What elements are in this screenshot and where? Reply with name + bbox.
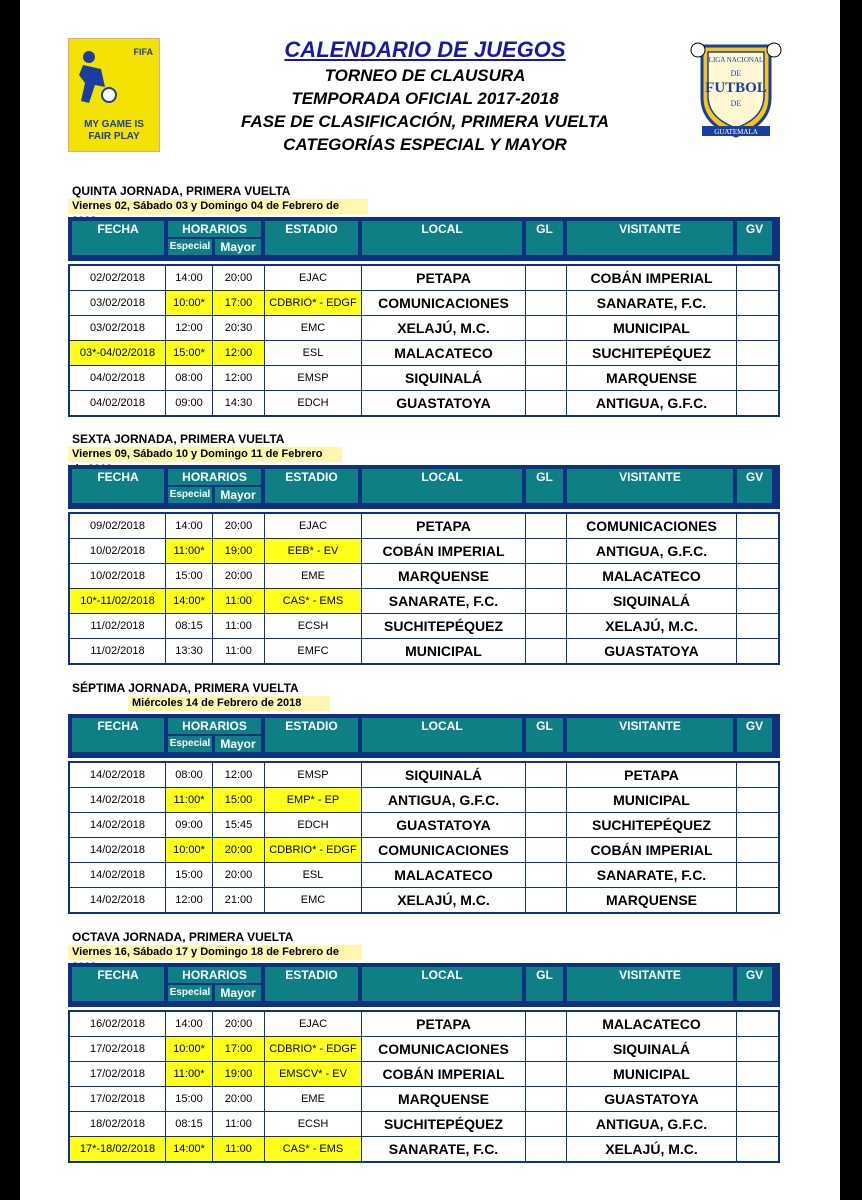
cell-estadio: EDCH [265, 813, 362, 837]
cell-mayor: 20:00 [213, 564, 265, 588]
table-row [70, 1062, 778, 1087]
cell-fecha: 11/02/2018 [70, 639, 166, 663]
cell-gv [737, 1112, 776, 1136]
jornada-title: QUINTA JORNADA, PRIMERA VUELTA [72, 184, 291, 198]
cell-visitante: XELAJÚ, M.C. [567, 1137, 737, 1161]
cell-estadio: CDBRIO* - EDGF [265, 1037, 362, 1061]
cell-visitante: SUCHITEPÉQUEZ [567, 341, 737, 365]
column-header-mayor: Mayor [215, 239, 261, 255]
cell-mayor: 20:00 [213, 838, 265, 862]
cell-visitante: ANTIGUA, G.F.C. [567, 1112, 737, 1136]
column-header-fecha: FECHA [72, 967, 164, 1001]
cell-especial: 14:00* [166, 589, 213, 613]
fair-play-slogan [69, 119, 159, 143]
cell-gl [526, 1062, 567, 1086]
cell-mayor: 20:30 [213, 316, 265, 340]
cell-gv [737, 316, 776, 340]
table-row [70, 788, 778, 813]
cell-gl [526, 366, 567, 390]
table-row [70, 564, 778, 589]
column-header-gl: GL [526, 967, 563, 1001]
cell-gl [526, 589, 567, 613]
cell-local: MARQUENSE [362, 1087, 526, 1111]
cell-mayor: 20:00 [213, 1012, 265, 1036]
cell-estadio: CAS* - EMS [265, 1137, 362, 1161]
cell-local: GUASTATOYA [362, 391, 526, 415]
cell-gv [737, 391, 776, 415]
column-header-gv: GV [737, 967, 772, 1001]
cell-gl [526, 1012, 567, 1036]
cell-estadio: EEB* - EV [265, 539, 362, 563]
liga-nacional-shield-logo [688, 40, 784, 140]
cell-fecha: 17/02/2018 [70, 1087, 166, 1111]
cell-fecha: 16/02/2018 [70, 1012, 166, 1036]
cell-visitante: MARQUENSE [567, 366, 737, 390]
cell-estadio: CDBRIO* - EDGF [265, 838, 362, 862]
cell-mayor: 11:00 [213, 589, 265, 613]
cell-gv [737, 1062, 776, 1086]
cell-estadio: CDBRIO* - EDGF [265, 291, 362, 315]
column-header-mayor: Mayor [215, 736, 261, 752]
cell-local: MARQUENSE [362, 564, 526, 588]
cell-especial: 09:00 [166, 813, 213, 837]
cell-fecha: 10*-11/02/2018 [70, 589, 166, 613]
table-row [70, 539, 778, 564]
cell-mayor: 17:00 [213, 291, 265, 315]
table-row [70, 316, 778, 341]
cell-local: PETAPA [362, 514, 526, 538]
table-row [70, 1137, 778, 1161]
shield-de-2: DE [730, 99, 742, 108]
cell-estadio: EDCH [265, 391, 362, 415]
cell-fecha: 02/02/2018 [70, 266, 166, 290]
cell-fecha: 14/02/2018 [70, 813, 166, 837]
cell-estadio: EMC [265, 888, 362, 912]
cell-especial: 08:00 [166, 763, 213, 787]
cell-visitante: MUNICIPAL [567, 316, 737, 340]
table-row [70, 863, 778, 888]
cell-estadio: EME [265, 564, 362, 588]
table-row [70, 1012, 778, 1037]
cell-fecha: 03/02/2018 [70, 291, 166, 315]
column-header-visitante: VISITANTE [567, 967, 733, 1001]
cell-mayor: 20:00 [213, 514, 265, 538]
table-row [70, 888, 778, 912]
column-header-especial: Especial [168, 985, 212, 1001]
cell-fecha: 11/02/2018 [70, 614, 166, 638]
column-header-mayor: Mayor [215, 487, 261, 503]
cell-gv [737, 863, 776, 887]
cell-local: MALACATECO [362, 863, 526, 887]
cell-gv [737, 514, 776, 538]
cell-visitante: SANARATE, F.C. [567, 291, 737, 315]
slogan-line-1: MY GAME IS [84, 119, 144, 130]
cell-local: PETAPA [362, 1012, 526, 1036]
cell-local: XELAJÚ, M.C. [362, 316, 526, 340]
cell-gv [737, 614, 776, 638]
cell-gv [737, 539, 776, 563]
cell-especial: 15:00* [166, 341, 213, 365]
categories-name: CATEGORÍAS ESPECIAL Y MAYOR [283, 135, 567, 154]
cell-visitante: MUNICIPAL [567, 788, 737, 812]
jornada-title: OCTAVA JORNADA, PRIMERA VUELTA [72, 930, 294, 944]
cell-mayor: 11:00 [213, 639, 265, 663]
match-rows [68, 264, 780, 417]
cell-especial: 09:00 [166, 391, 213, 415]
cell-mayor: 12:00 [213, 366, 265, 390]
cell-gl [526, 1112, 567, 1136]
match-rows [68, 761, 780, 914]
cell-mayor: 14:30 [213, 391, 265, 415]
cell-estadio: EMP* - EP [265, 788, 362, 812]
table-header [68, 714, 780, 758]
cell-especial: 14:00 [166, 514, 213, 538]
cell-gv [737, 341, 776, 365]
table-row [70, 514, 778, 539]
cell-especial: 14:00 [166, 1012, 213, 1036]
cell-especial: 14:00 [166, 266, 213, 290]
cell-mayor: 12:00 [213, 341, 265, 365]
season-name: TEMPORADA OFICIAL 2017-2018 [291, 89, 559, 108]
cell-local: MALACATECO [362, 341, 526, 365]
cell-mayor: 20:00 [213, 1087, 265, 1111]
cell-fecha: 14/02/2018 [70, 763, 166, 787]
cell-especial: 12:00 [166, 888, 213, 912]
cell-fecha: 03/02/2018 [70, 316, 166, 340]
cell-mayor: 20:00 [213, 863, 265, 887]
cell-especial: 10:00* [166, 291, 213, 315]
player-figure-icon [75, 47, 119, 107]
jornada-dates: Viernes 09, Sábado 10 y Domingo 11 de Febrero [68, 447, 342, 462]
cell-gl [526, 564, 567, 588]
cell-estadio: EMC [265, 316, 362, 340]
column-header-especial: Especial [168, 736, 212, 752]
cell-gl [526, 341, 567, 365]
cell-fecha: 14/02/2018 [70, 838, 166, 862]
cell-gv [737, 564, 776, 588]
column-header-gv: GV [737, 221, 772, 255]
column-header-local: LOCAL [362, 469, 522, 503]
cell-fecha: 09/02/2018 [70, 514, 166, 538]
cell-visitante: SUCHITEPÉQUEZ [567, 813, 737, 837]
column-header-gl: GL [526, 718, 563, 752]
cell-especial: 15:00 [166, 1087, 213, 1111]
cell-fecha: 10/02/2018 [70, 564, 166, 588]
cell-mayor: 11:00 [213, 614, 265, 638]
cell-especial: 08:00 [166, 366, 213, 390]
column-header-local: LOCAL [362, 967, 522, 1001]
cell-mayor: 21:00 [213, 888, 265, 912]
cell-gl [526, 1087, 567, 1111]
cell-visitante: PETAPA [567, 763, 737, 787]
cell-fecha: 17/02/2018 [70, 1062, 166, 1086]
cell-estadio: ECSH [265, 1112, 362, 1136]
cell-estadio: EJAC [265, 266, 362, 290]
table-row [70, 1112, 778, 1137]
table-row [70, 391, 778, 415]
cell-mayor: 15:45 [213, 813, 265, 837]
cell-visitante: ANTIGUA, G.F.C. [567, 391, 737, 415]
cell-visitante: XELAJÚ, M.C. [567, 614, 737, 638]
fifa-fair-play-logo [68, 38, 160, 152]
cell-local: SANARATE, F.C. [362, 589, 526, 613]
column-header-estadio: ESTADIO [265, 718, 358, 752]
cell-visitante: MALACATECO [567, 564, 737, 588]
cell-estadio: EJAC [265, 1012, 362, 1036]
shield-futbol: FUTBOL [705, 80, 767, 96]
column-header-estadio: ESTADIO [265, 469, 358, 503]
cell-local: COMUNICACIONES [362, 838, 526, 862]
column-header-local: LOCAL [362, 221, 522, 255]
cell-gl [526, 763, 567, 787]
cell-local: COBÁN IMPERIAL [362, 539, 526, 563]
column-header-horarios: HORARIOS [168, 718, 261, 734]
column-header-estadio: ESTADIO [265, 967, 358, 1001]
table-row [70, 366, 778, 391]
cell-gl [526, 539, 567, 563]
cell-especial: 08:15 [166, 1112, 213, 1136]
cell-local: PETAPA [362, 266, 526, 290]
column-header-horarios: HORARIOS [168, 221, 261, 237]
fifa-label: FIFA [133, 47, 153, 57]
cell-visitante: MALACATECO [567, 1012, 737, 1036]
column-header-gl: GL [526, 469, 563, 503]
column-header-gv: GV [737, 469, 772, 503]
cell-especial: 08:15 [166, 614, 213, 638]
table-row [70, 1037, 778, 1062]
cell-especial: 10:00* [166, 838, 213, 862]
cell-visitante: ANTIGUA, G.F.C. [567, 539, 737, 563]
cell-gl [526, 266, 567, 290]
table-row [70, 589, 778, 614]
cell-gv [737, 1087, 776, 1111]
cell-gv [737, 763, 776, 787]
cell-estadio: ESL [265, 341, 362, 365]
cell-gv [737, 888, 776, 912]
cell-local: SUCHITEPÉQUEZ [362, 614, 526, 638]
column-header-fecha: FECHA [72, 221, 164, 255]
jornada-dates: Viernes 02, Sábado 03 y Domingo 04 de Febrero de [68, 199, 368, 214]
cell-especial: 13:30 [166, 639, 213, 663]
cell-estadio: EMSCV* - EV [265, 1062, 362, 1086]
column-header-estadio: ESTADIO [265, 221, 358, 255]
cell-local: SIQUINALÁ [362, 366, 526, 390]
cell-estadio: EMFC [265, 639, 362, 663]
table-row [70, 1087, 778, 1112]
cell-especial: 15:00 [166, 564, 213, 588]
cell-especial: 11:00* [166, 1062, 213, 1086]
cell-gl [526, 788, 567, 812]
cell-especial: 14:00* [166, 1137, 213, 1161]
cell-visitante: MARQUENSE [567, 888, 737, 912]
cell-gl [526, 1137, 567, 1161]
cell-gv [737, 366, 776, 390]
document-header [170, 36, 680, 156]
shield-top-text: LIGA NACIONAL [708, 56, 764, 64]
column-header-horarios: HORARIOS [168, 967, 261, 983]
cell-fecha: 14/02/2018 [70, 863, 166, 887]
cell-estadio: EME [265, 1087, 362, 1111]
cell-local: MUNICIPAL [362, 639, 526, 663]
cell-mayor: 11:00 [213, 1137, 265, 1161]
cell-local: GUASTATOYA [362, 813, 526, 837]
cell-gl [526, 888, 567, 912]
cell-especial: 15:00 [166, 863, 213, 887]
cell-visitante: SANARATE, F.C. [567, 863, 737, 887]
cell-mayor: 19:00 [213, 539, 265, 563]
cell-gv [737, 1012, 776, 1036]
document-page [20, 0, 840, 1200]
cell-mayor: 15:00 [213, 788, 265, 812]
cell-estadio: EJAC [265, 514, 362, 538]
column-header-especial: Especial [168, 239, 212, 255]
slogan-line-2: FAIR PLAY [88, 131, 140, 142]
cell-visitante: COBÁN IMPERIAL [567, 266, 737, 290]
column-header-visitante: VISITANTE [567, 469, 733, 503]
cell-gv [737, 266, 776, 290]
cell-visitante: SIQUINALÁ [567, 1037, 737, 1061]
jornada-dates: Viernes 16, Sábado 17 y Domingo 18 de Febrero de [68, 945, 362, 960]
cell-gv [737, 788, 776, 812]
cell-local: SIQUINALÁ [362, 763, 526, 787]
cell-visitante: GUASTATOYA [567, 639, 737, 663]
cell-gv [737, 1037, 776, 1061]
cell-especial: 11:00* [166, 788, 213, 812]
column-header-local: LOCAL [362, 718, 522, 752]
column-header-horarios: HORARIOS [168, 469, 261, 485]
cell-local: XELAJÚ, M.C. [362, 888, 526, 912]
table-row [70, 763, 778, 788]
cell-fecha: 17/02/2018 [70, 1037, 166, 1061]
cell-gl [526, 838, 567, 862]
cell-gl [526, 391, 567, 415]
cell-gl [526, 639, 567, 663]
column-header-visitante: VISITANTE [567, 221, 733, 255]
cell-mayor: 12:00 [213, 763, 265, 787]
table-row [70, 291, 778, 316]
cell-local: SUCHITEPÉQUEZ [362, 1112, 526, 1136]
cell-gv [737, 838, 776, 862]
table-row [70, 266, 778, 291]
cell-gl [526, 291, 567, 315]
cell-visitante: SIQUINALÁ [567, 589, 737, 613]
cell-local: COMUNICACIONES [362, 1037, 526, 1061]
match-rows [68, 1010, 780, 1163]
table-header [68, 465, 780, 509]
cell-gl [526, 1037, 567, 1061]
cell-gv [737, 1137, 776, 1161]
cell-mayor: 19:00 [213, 1062, 265, 1086]
cell-visitante: COMUNICACIONES [567, 514, 737, 538]
table-header [68, 963, 780, 1007]
cell-fecha: 04/02/2018 [70, 391, 166, 415]
jornada-dates: Miércoles 14 de Febrero de 2018 [128, 696, 330, 711]
jornada-title: SÉPTIMA JORNADA, PRIMERA VUELTA [72, 681, 299, 695]
cell-especial: 10:00* [166, 1037, 213, 1061]
table-row [70, 341, 778, 366]
cell-local: SANARATE, F.C. [362, 1137, 526, 1161]
tournament-name: TORNEO DE CLAUSURA [324, 66, 526, 85]
cell-fecha: 14/02/2018 [70, 788, 166, 812]
table-row [70, 614, 778, 639]
cell-fecha: 03*-04/02/2018 [70, 341, 166, 365]
cell-estadio: CAS* - EMS [265, 589, 362, 613]
cell-visitante: COBÁN IMPERIAL [567, 838, 737, 862]
cell-mayor: 11:00 [213, 1112, 265, 1136]
cell-visitante: GUASTATOYA [567, 1087, 737, 1111]
cell-estadio: ECSH [265, 614, 362, 638]
cell-fecha: 17*-18/02/2018 [70, 1137, 166, 1161]
table-row [70, 639, 778, 663]
cell-especial: 12:00 [166, 316, 213, 340]
cell-gv [737, 813, 776, 837]
cell-fecha: 10/02/2018 [70, 539, 166, 563]
column-header-mayor: Mayor [215, 985, 261, 1001]
cell-fecha: 18/02/2018 [70, 1112, 166, 1136]
match-rows [68, 512, 780, 665]
column-header-visitante: VISITANTE [567, 718, 733, 752]
cell-gl [526, 614, 567, 638]
phase-name: FASE DE CLASIFICACIÓN, PRIMERA VUELTA [240, 112, 610, 131]
column-header-gv: GV [737, 718, 772, 752]
cell-gv [737, 589, 776, 613]
cell-gv [737, 291, 776, 315]
cell-local: ANTIGUA, G.F.C. [362, 788, 526, 812]
cell-gl [526, 514, 567, 538]
table-header [68, 217, 780, 261]
cell-gl [526, 316, 567, 340]
cell-estadio: EMSP [265, 366, 362, 390]
cell-mayor: 17:00 [213, 1037, 265, 1061]
shield-bottom-text: GUATEMALA [714, 128, 758, 136]
column-header-especial: Especial [168, 487, 212, 503]
jornada-title: SEXTA JORNADA, PRIMERA VUELTA [72, 432, 285, 446]
cell-gv [737, 639, 776, 663]
cell-fecha: 04/02/2018 [70, 366, 166, 390]
column-header-gl: GL [526, 221, 563, 255]
cell-estadio: EMSP [265, 763, 362, 787]
shield-de-1: DE [730, 69, 742, 78]
cell-fecha: 14/02/2018 [70, 888, 166, 912]
cell-local: COMUNICACIONES [362, 291, 526, 315]
cell-mayor: 20:00 [213, 266, 265, 290]
cell-estadio: ESL [265, 863, 362, 887]
column-header-fecha: FECHA [72, 718, 164, 752]
cell-gl [526, 863, 567, 887]
cell-gl [526, 813, 567, 837]
cell-especial: 11:00* [166, 539, 213, 563]
page-title: CALENDARIO DE JUEGOS [284, 37, 566, 62]
table-row [70, 838, 778, 863]
column-header-fecha: FECHA [72, 469, 164, 503]
cell-local: COBÁN IMPERIAL [362, 1062, 526, 1086]
cell-visitante: MUNICIPAL [567, 1062, 737, 1086]
table-row [70, 813, 778, 838]
